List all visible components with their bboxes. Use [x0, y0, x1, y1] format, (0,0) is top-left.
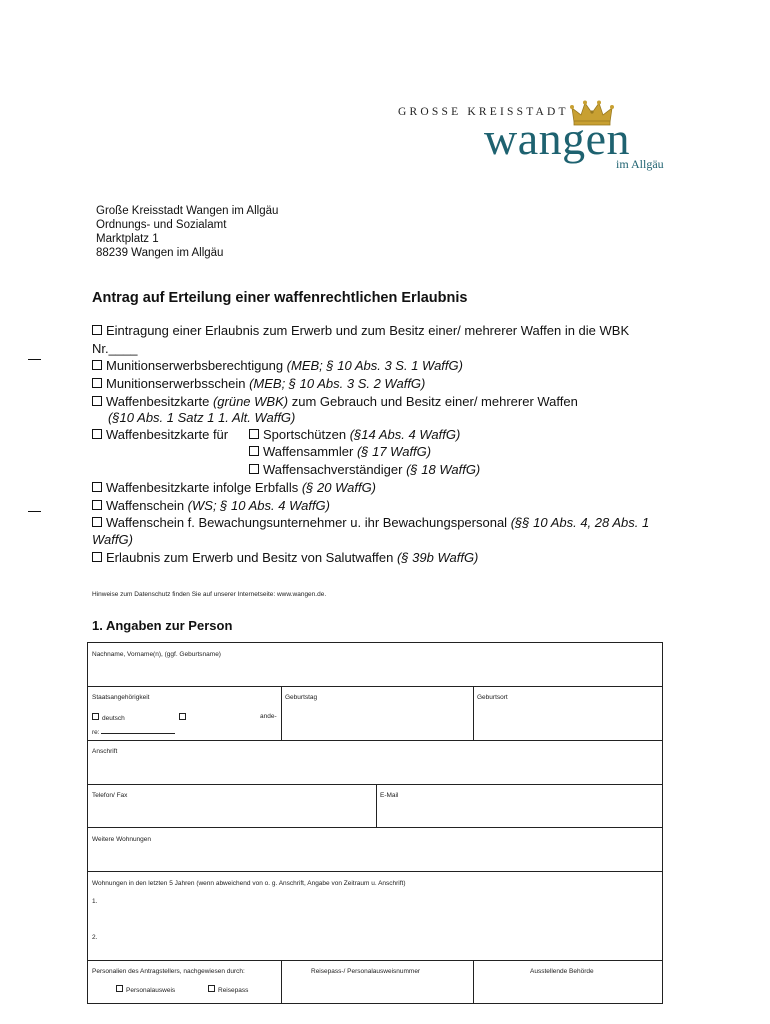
option-bewachung[interactable]: Waffenschein f. Bewachungsunternehmer u. ihr Bewachungspersonal (§§ 10 Abs. 4, 28 Abs. 1 — [92, 515, 649, 531]
option-wbk-green-ref: (§10 Abs. 1 Satz 1 1. Alt. WaffG) — [108, 410, 296, 425]
checkbox[interactable] — [92, 378, 102, 388]
address-line-4: 88239 Wangen im Allgäu — [96, 247, 224, 259]
checkbox[interactable] — [92, 552, 102, 562]
label-residence-2: 2. — [92, 934, 98, 941]
privacy-note: Hinweise zum Datenschutz finden Sie auf unserer Internetseite: www.wangen.de. — [92, 591, 327, 598]
section-heading: 1. Angaben zur Person — [92, 618, 233, 633]
label-email: E-Mail — [380, 792, 399, 799]
option-salutwaffen[interactable]: Erlaubnis zum Erwerb und Besitz von Salutwaffen (§ 39b WaffG) — [92, 550, 478, 566]
wangen-logo — [398, 100, 678, 190]
option-bewachung-ref: WaffG) — [92, 532, 133, 547]
margin-mark — [28, 511, 41, 512]
label-phone: Telefon/ Fax — [92, 792, 128, 799]
option-wbk-for[interactable]: Waffenbesitzkarte für — [92, 427, 228, 443]
checkbox[interactable] — [249, 429, 259, 439]
logo-top-text: GROSSE KREISSTADT — [398, 106, 569, 118]
label-more-residences: Weitere Wohnungen — [92, 836, 152, 843]
checkbox[interactable] — [92, 325, 102, 335]
checkbox[interactable] — [92, 482, 102, 492]
option-waffensammler[interactable]: Waffensammler (§ 17 WaffG) — [249, 444, 431, 460]
nationality-german[interactable]: deutsch — [92, 713, 125, 722]
label-other-1: ande- — [260, 713, 277, 720]
option-sportschuetzen[interactable]: Sportschützen (§14 Abs. 4 WaffG) — [249, 427, 460, 443]
option-wbk-number: Nr.____ — [92, 341, 138, 356]
option-wbk-green[interactable]: Waffenbesitzkarte (grüne WBK) zum Gebrauch und Besitz einer/ mehrerer Waffen — [92, 394, 578, 410]
margin-mark — [28, 359, 41, 360]
label-birthplace: Geburtsort — [477, 694, 508, 701]
checkbox[interactable] — [249, 464, 259, 474]
option-waffenschein[interactable]: Waffenschein (WS; § 10 Abs. 4 WaffG) — [92, 498, 330, 514]
label-document-number: Reisepass-/ Personalausweisnummer — [311, 968, 421, 975]
nationality-other[interactable] — [179, 713, 189, 722]
person-table — [87, 642, 663, 1004]
label-personalien: Personalien des Antragstellers, nachgewiesen durch: — [92, 968, 245, 975]
address-line-1: Große Kreisstadt Wangen im Allgäu — [96, 205, 279, 217]
label-previous-residences: Wohnungen in den letzten 5 Jahren (wenn abweichend von o. g. Anschrift, Angabe von Zeitraum u. Anschrift) — [92, 880, 406, 887]
logo-wordmark: wangen — [484, 113, 631, 164]
checkbox[interactable] — [249, 446, 259, 456]
checkbox[interactable] — [92, 517, 102, 527]
checkbox[interactable] — [92, 500, 102, 510]
address-line-3: Marktplatz 1 — [96, 233, 159, 245]
label-nationality: Staatsangehörigkeit — [92, 694, 150, 701]
address-line-2: Ordnungs- und Sozialamt — [96, 219, 227, 231]
logo-subtitle: im Allgäu — [616, 157, 664, 171]
label-residence-1: 1. — [92, 898, 98, 905]
proof-reisepass[interactable]: Reisepass — [208, 985, 248, 994]
option-sachverstaendiger[interactable]: Waffensachverständiger (§ 18 WaffG) — [249, 462, 480, 478]
checkbox[interactable] — [179, 713, 186, 720]
checkbox[interactable] — [208, 985, 215, 992]
option-wbk-entry[interactable]: Eintragung einer Erlaubnis zum Erwerb und zum Besitz einer/ mehrerer Waffen in die WBK — [92, 323, 629, 339]
label-address: Anschrift — [92, 748, 118, 755]
label-issuing-authority: Ausstellende Behörde — [530, 968, 594, 975]
checkbox[interactable] — [116, 985, 123, 992]
checkbox[interactable] — [92, 360, 102, 370]
checkbox[interactable] — [92, 429, 102, 439]
option-erbfall[interactable]: Waffenbesitzkarte infolge Erbfalls (§ 20 WaffG) — [92, 480, 376, 496]
checkbox[interactable] — [92, 713, 99, 720]
form-title: Antrag auf Erteilung einer waffenrechtlichen Erlaubnis — [92, 290, 468, 306]
label-birthday: Geburtstag — [285, 694, 318, 701]
option-meb-berechtigung[interactable]: Munitionserwerbsberechtigung (MEB; § 10 Abs. 3 S. 1 WaffG) — [92, 358, 463, 374]
proof-personalausweis[interactable]: Personalausweis — [116, 985, 175, 994]
label-other-2: re: — [92, 729, 175, 736]
option-meb-schein[interactable]: Munitionserwerbsschein (MEB; § 10 Abs. 3 S. 2 WaffG) — [92, 376, 425, 392]
label-name: Nachname, Vorname(n), (ggf. Geburtsname) — [92, 651, 221, 658]
checkbox[interactable] — [92, 396, 102, 406]
